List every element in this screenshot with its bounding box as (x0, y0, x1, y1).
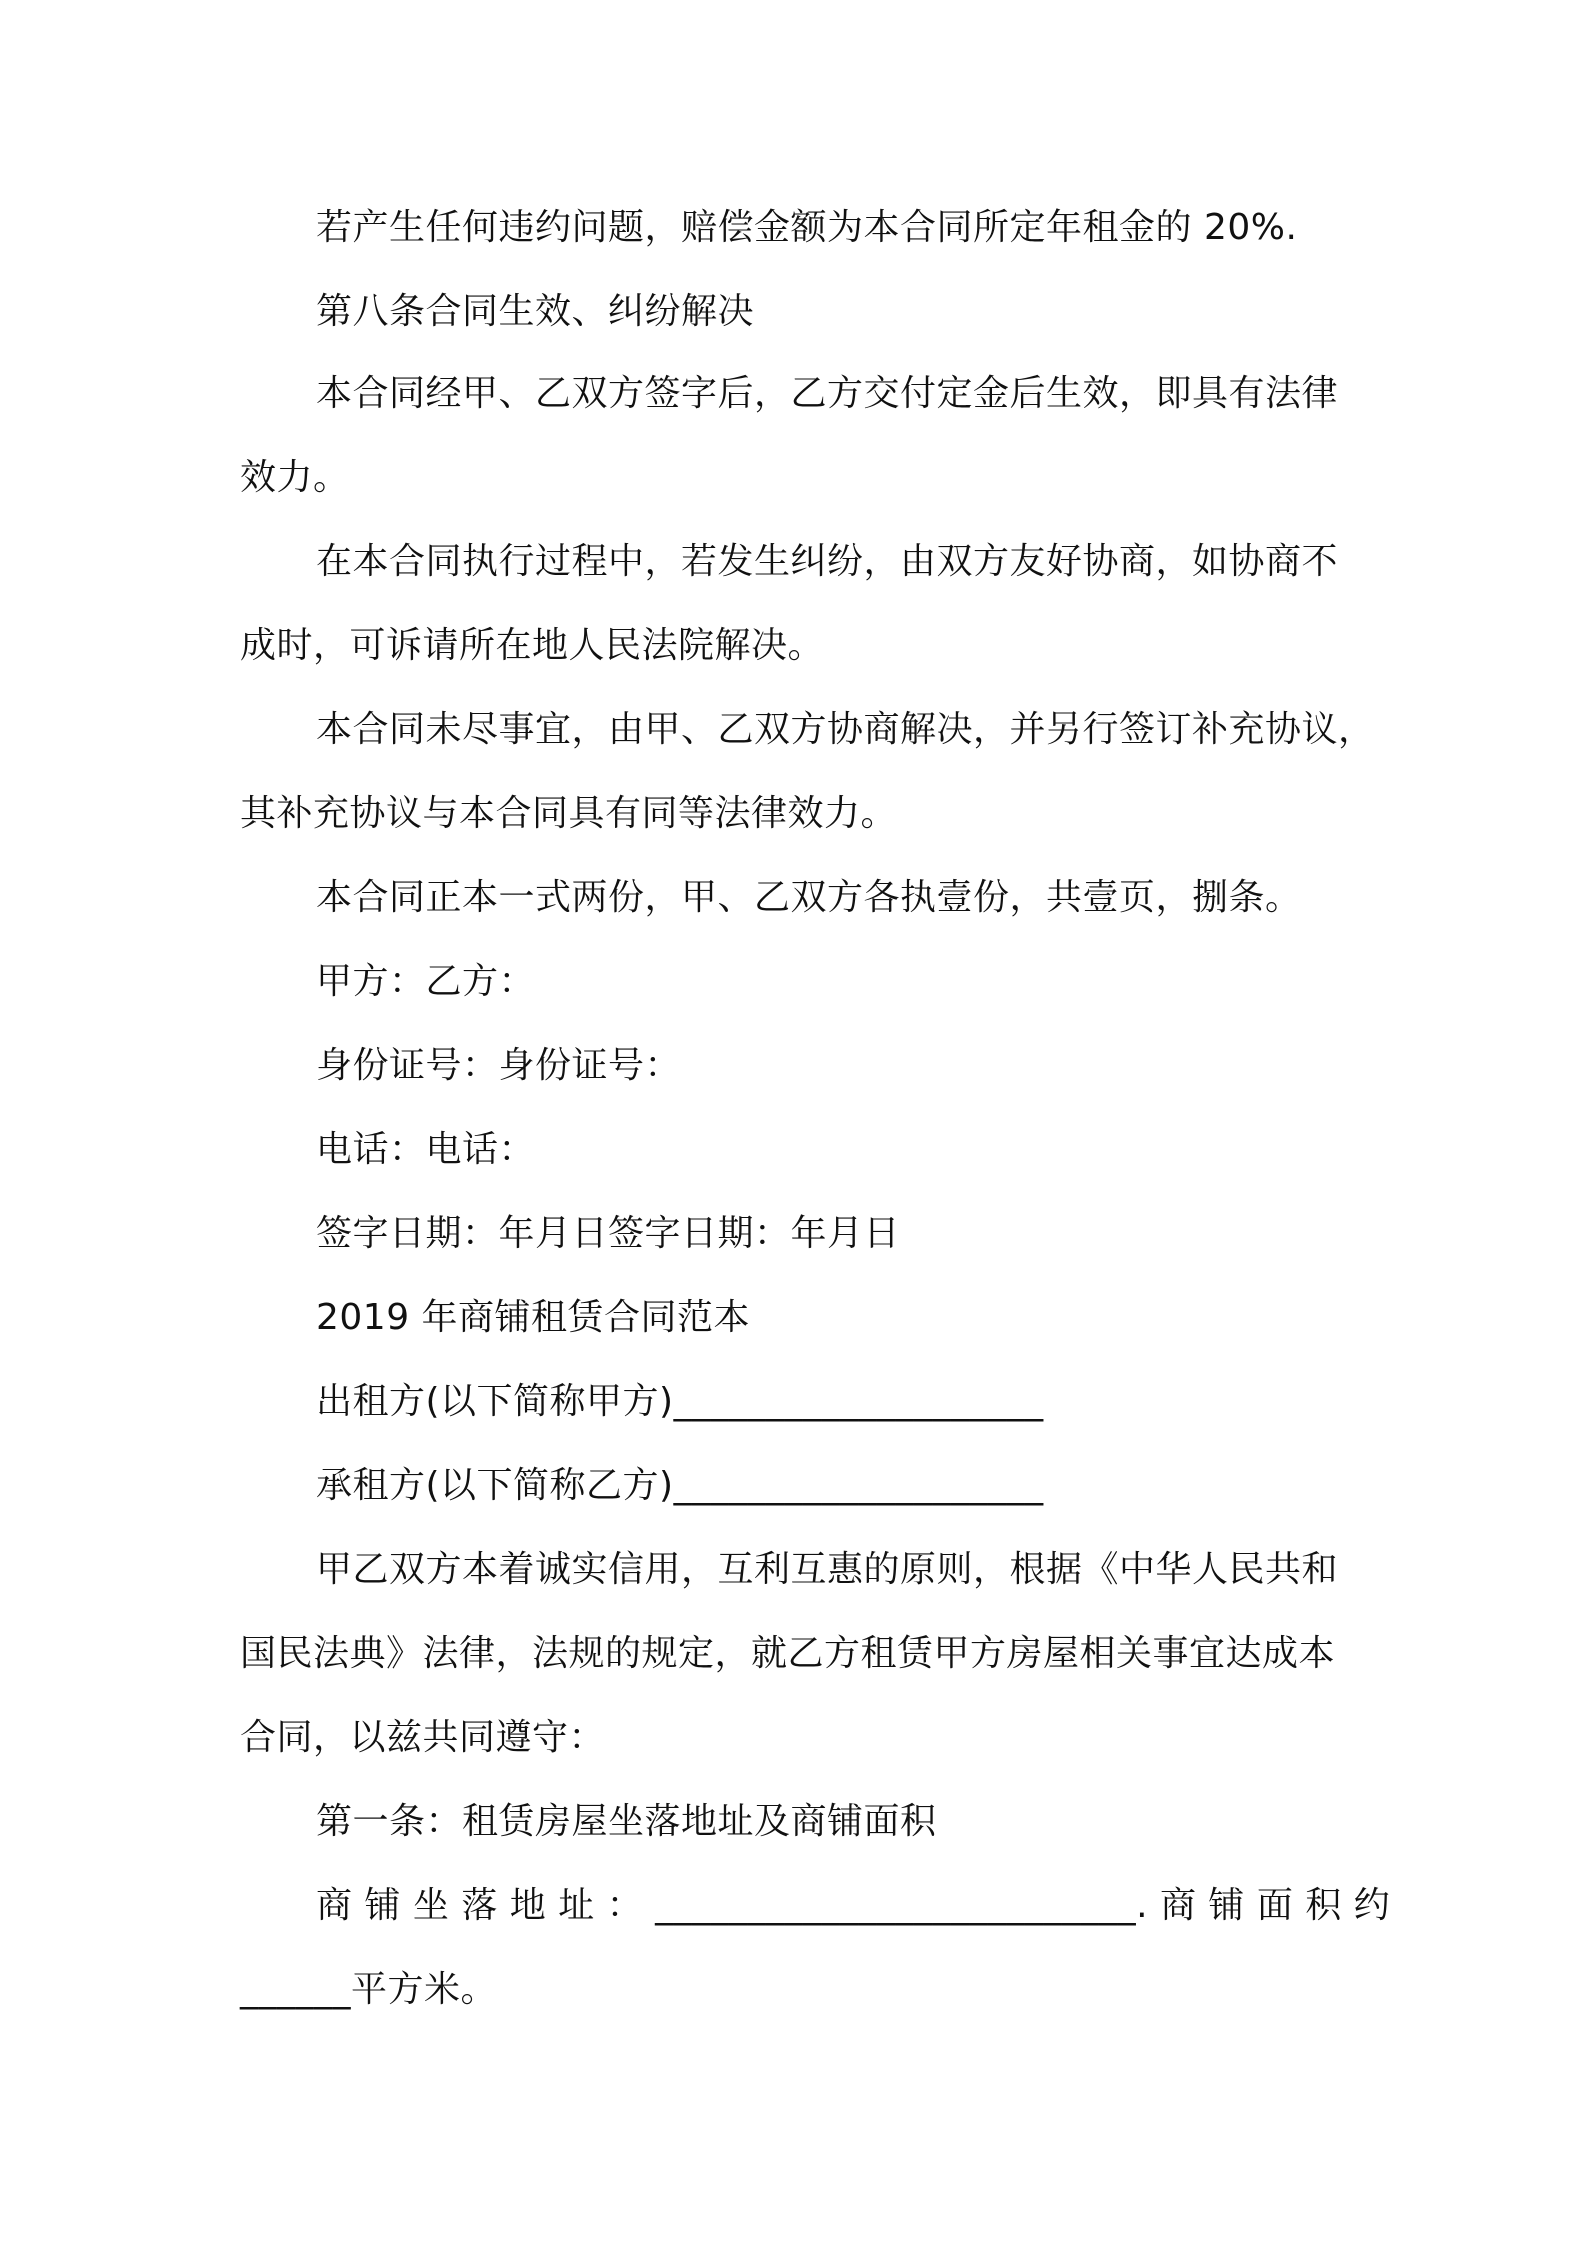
text-line: 本合同正本一式两份，甲、乙双方各执壹份，共壹页，捌条。 (316, 877, 1302, 918)
document-title: 2019 年商铺租赁合同范本 (316, 1297, 751, 1338)
text-line: 甲乙双方本着诚实信用，互利互惠的原则，根据《中华人民共和 (316, 1549, 1339, 1590)
text-line: 在本合同执行过程中，若发生纠纷，由双方友好协商，如协商不 (316, 541, 1339, 582)
signing-date-label: 签字日期：年月日签字日期：年月日 (316, 1213, 901, 1254)
text-line: 成时，可诉请所在地人民法院解决。 (240, 625, 825, 666)
id-number-label: 身份证号：身份证号： (316, 1045, 682, 1086)
section-heading: 第八条合同生效、纠纷解决 (316, 291, 755, 332)
lessee-line: 承租方(以下简称乙方)____________________ (316, 1465, 1044, 1506)
party-label: 甲方：乙方： (316, 961, 536, 1002)
text-line: 本合同未尽事宜，由甲、乙双方协商解决，并另行签订补充协议， (316, 709, 1375, 750)
lessor-line: 出租方(以下简称甲方)____________________ (316, 1381, 1044, 1422)
text-line: 效力。 (240, 457, 350, 498)
area-line: ______平方米。 (240, 1969, 498, 2010)
address-line: 商 铺 坐 落 地 址 ： __________________________. 商 铺 面 积 约 (316, 1885, 1391, 1926)
text-line: 合同，以兹共同遵守： (240, 1717, 606, 1758)
text-line: 其补充协议与本合同具有同等法律效力。 (240, 793, 898, 834)
text-line: 若产生任何违约问题，赔偿金额为本合同所定年租金的 20%. (316, 207, 1298, 248)
section-heading: 第一条：租赁房屋坐落地址及商铺面积 (316, 1801, 937, 1842)
text-line: 本合同经甲、乙双方签字后，乙方交付定金后生效，即具有法律 (316, 373, 1339, 414)
text-line: 国民法典》法律，法规的规定，就乙方租赁甲方房屋相关事宜达成本 (240, 1633, 1336, 1674)
phone-label: 电话：电话： (316, 1129, 536, 1170)
